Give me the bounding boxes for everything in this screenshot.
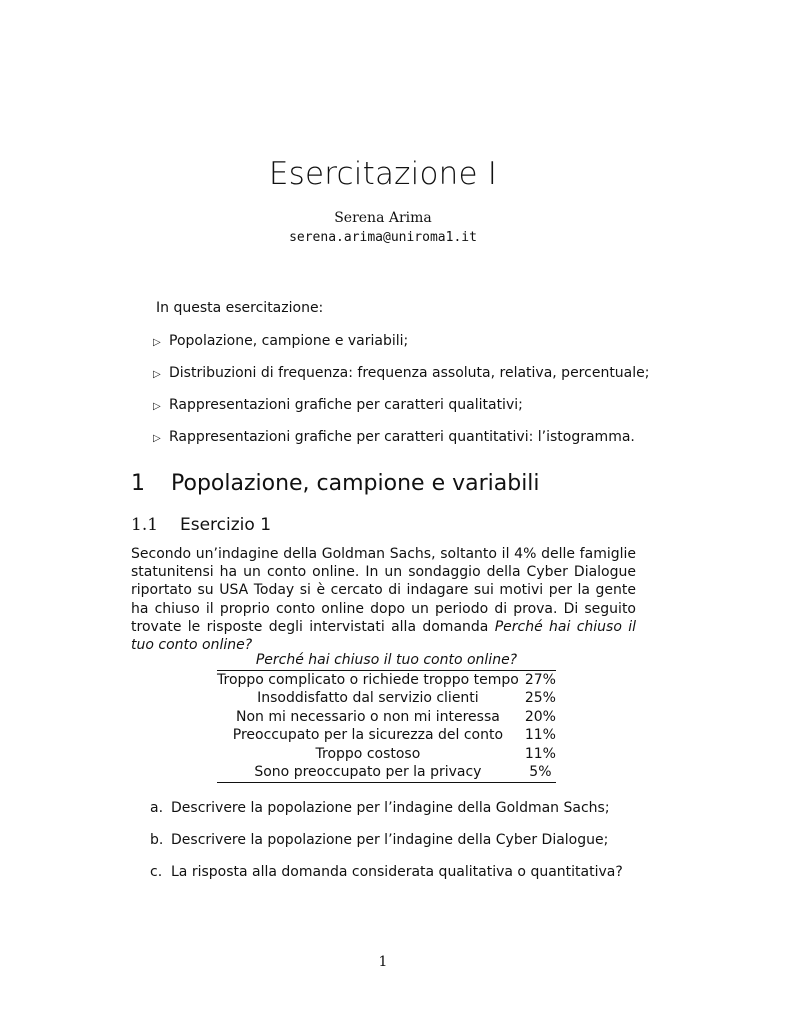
question-text: Descrivere la popolazione per l’indagine della Cyber Dialogue; [171,832,609,848]
list-item [150,830,623,862]
list-item [153,427,649,459]
author-email: serena.arima@uniroma1.it [289,230,477,245]
list-item [153,395,649,427]
question-text: Descrivere la popolazione per l’indagine della Goldman Sachs; [171,800,610,816]
question-label: b. [150,832,164,848]
table-cell-percent: 11% [524,745,556,762]
list-item-text: Rappresentazioni grafiche per caratteri quantitativi: l’istogramma. [169,429,635,445]
section-title: Popolazione, campione e variabili [171,471,540,496]
list-item-text: Distribuzioni di frequenza: frequenza assoluta, relativa, percentuale; [169,365,650,381]
triangle-bullet-icon: ▷ [153,337,161,348]
table-row [217,763,556,782]
triangle-bullet-icon: ▷ [153,369,161,380]
question-label: a. [150,800,164,816]
section-number: 1 [131,471,145,496]
table-row [217,689,556,708]
list-item [153,331,649,363]
triangle-bullet-icon: ▷ [153,433,161,444]
page-number: 1 [378,954,388,970]
author-name: Serena Arima [334,210,432,226]
table-row [217,745,556,764]
table-cell-reason: Insoddisfatto dal servizio clienti [257,690,479,707]
document-title: Esercitazione I [268,156,498,192]
list-item-text: Rappresentazioni grafiche per caratteri qualitativi; [169,397,523,413]
table-cell-reason: Troppo costoso [315,745,421,762]
table-cell-reason: Troppo complicato o richiede troppo tempo [217,671,519,688]
subsection-heading [131,515,271,535]
subsection-title: Esercizio 1 [180,515,272,535]
table-cell-percent: 27% [524,671,556,688]
table-row [217,708,556,727]
table-cell-reason: Sono preoccupato per la privacy [217,763,525,782]
exercise-paragraph [131,545,636,654]
table-row [217,726,556,745]
intro-bullet-list [153,331,649,459]
list-item-text: Popolazione, campione e variabili; [169,333,409,349]
question-label: c. [150,864,163,880]
intro-text: In questa esercitazione: [156,300,324,316]
table-cell-reason: Non mi necessario o non mi interessa [236,708,500,725]
list-item [150,862,623,894]
section-heading [131,471,540,496]
table-caption: Perché hai chiuso il tuo conto online? [217,651,556,670]
paragraph-text: Secondo un’indagine della Goldman Sachs, soltanto il 4% delle famiglie statunitensi ha un conto online. In un sondaggio della Cyber Dialogue riportato su USA Today si è cercato di indagare sui motivi per la gente ha chiuso il proprio conto online dopo un periodo di prova. Di seguito trovate le risposte degli intervistati alla domanda [131,546,636,635]
table-caption-row [217,651,556,670]
triangle-bullet-icon: ▷ [153,401,161,412]
table-cell-reason: Preoccupato per la sicurezza del conto [232,727,504,744]
question-text: La risposta alla domanda considerata qualitativa o quantitativa? [171,864,623,880]
subsection-number: 1.1 [131,515,159,535]
table-cell-percent: 5% [525,763,556,782]
paragraph-question: Perché hai chiuso il tuo conto online? [131,618,636,654]
list-item [150,798,623,830]
table-row [217,670,556,689]
question-list [150,798,623,894]
survey-table [217,651,556,783]
table-cell-percent: 11% [524,727,556,744]
list-item [153,363,649,395]
table-cell-percent: 20% [524,708,556,725]
table-cell-percent: 25% [524,690,556,707]
